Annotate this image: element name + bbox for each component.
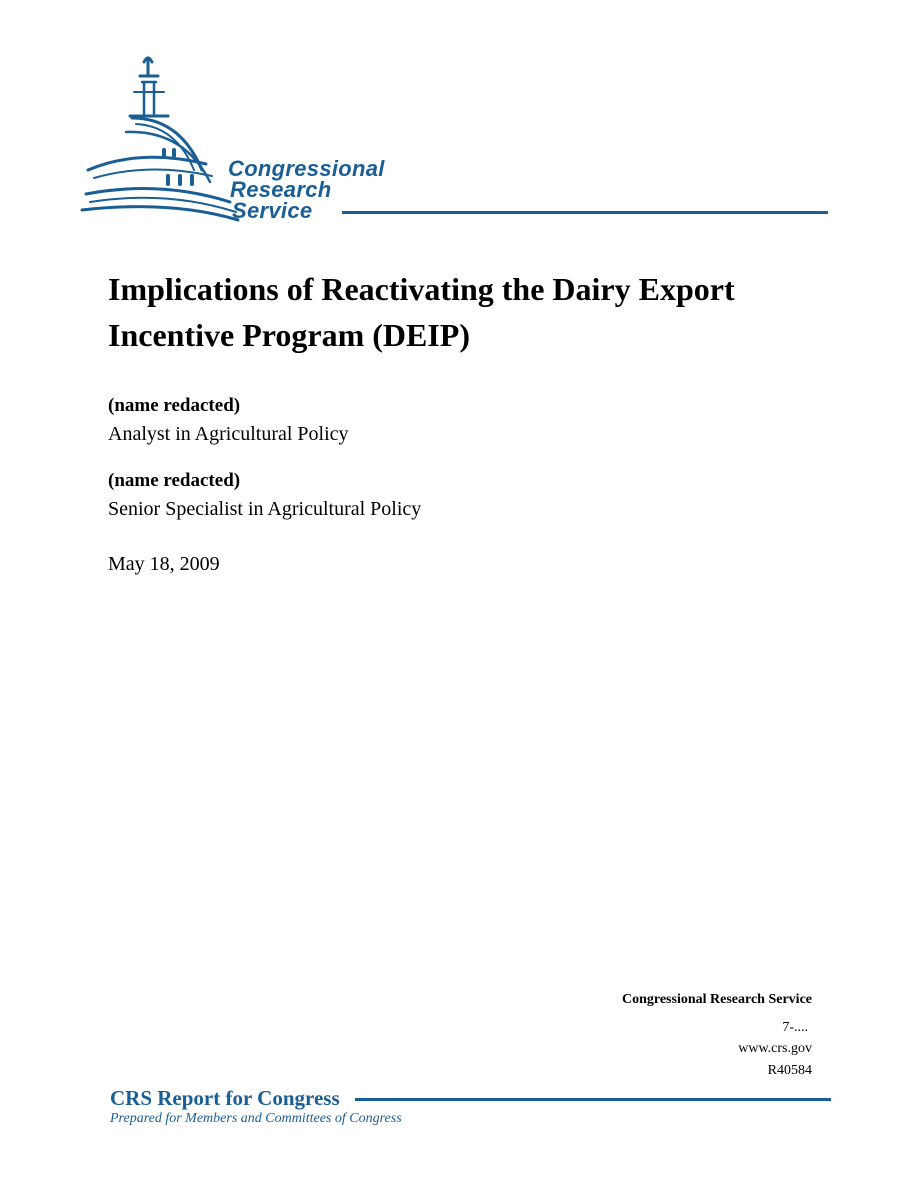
author-1-role: Analyst in Agricultural Policy [108,423,349,445]
logo-text-congressional: Congressional [228,156,385,181]
logo-text-service: Service [232,198,313,223]
report-title: Implications of Reactivating the Dairy Export Incentive Program (DEIP) [108,271,735,353]
report-date: May 18, 2009 [108,553,220,575]
report-id: R40584 [767,1063,812,1078]
author-2-role: Senior Specialist in Agricultural Policy [108,498,422,520]
footer-subtitle: Prepared for Members and Committees of Congress [110,1111,402,1126]
footer-title: CRS Report for Congress [110,1086,340,1110]
publisher-number: 7-.... [782,1020,808,1035]
logo-text-research: Research [230,177,332,202]
footer-divider [355,1098,831,1101]
publisher-name: Congressional Research Service [621,992,812,1007]
publisher-url[interactable]: www.crs.gov [738,1041,812,1056]
author-1-name: (name redacted) [108,395,241,416]
header-divider [342,211,828,214]
author-2-name: (name redacted) [108,470,241,491]
crs-logo [80,52,410,227]
capitol-dome-icon [80,52,240,227]
